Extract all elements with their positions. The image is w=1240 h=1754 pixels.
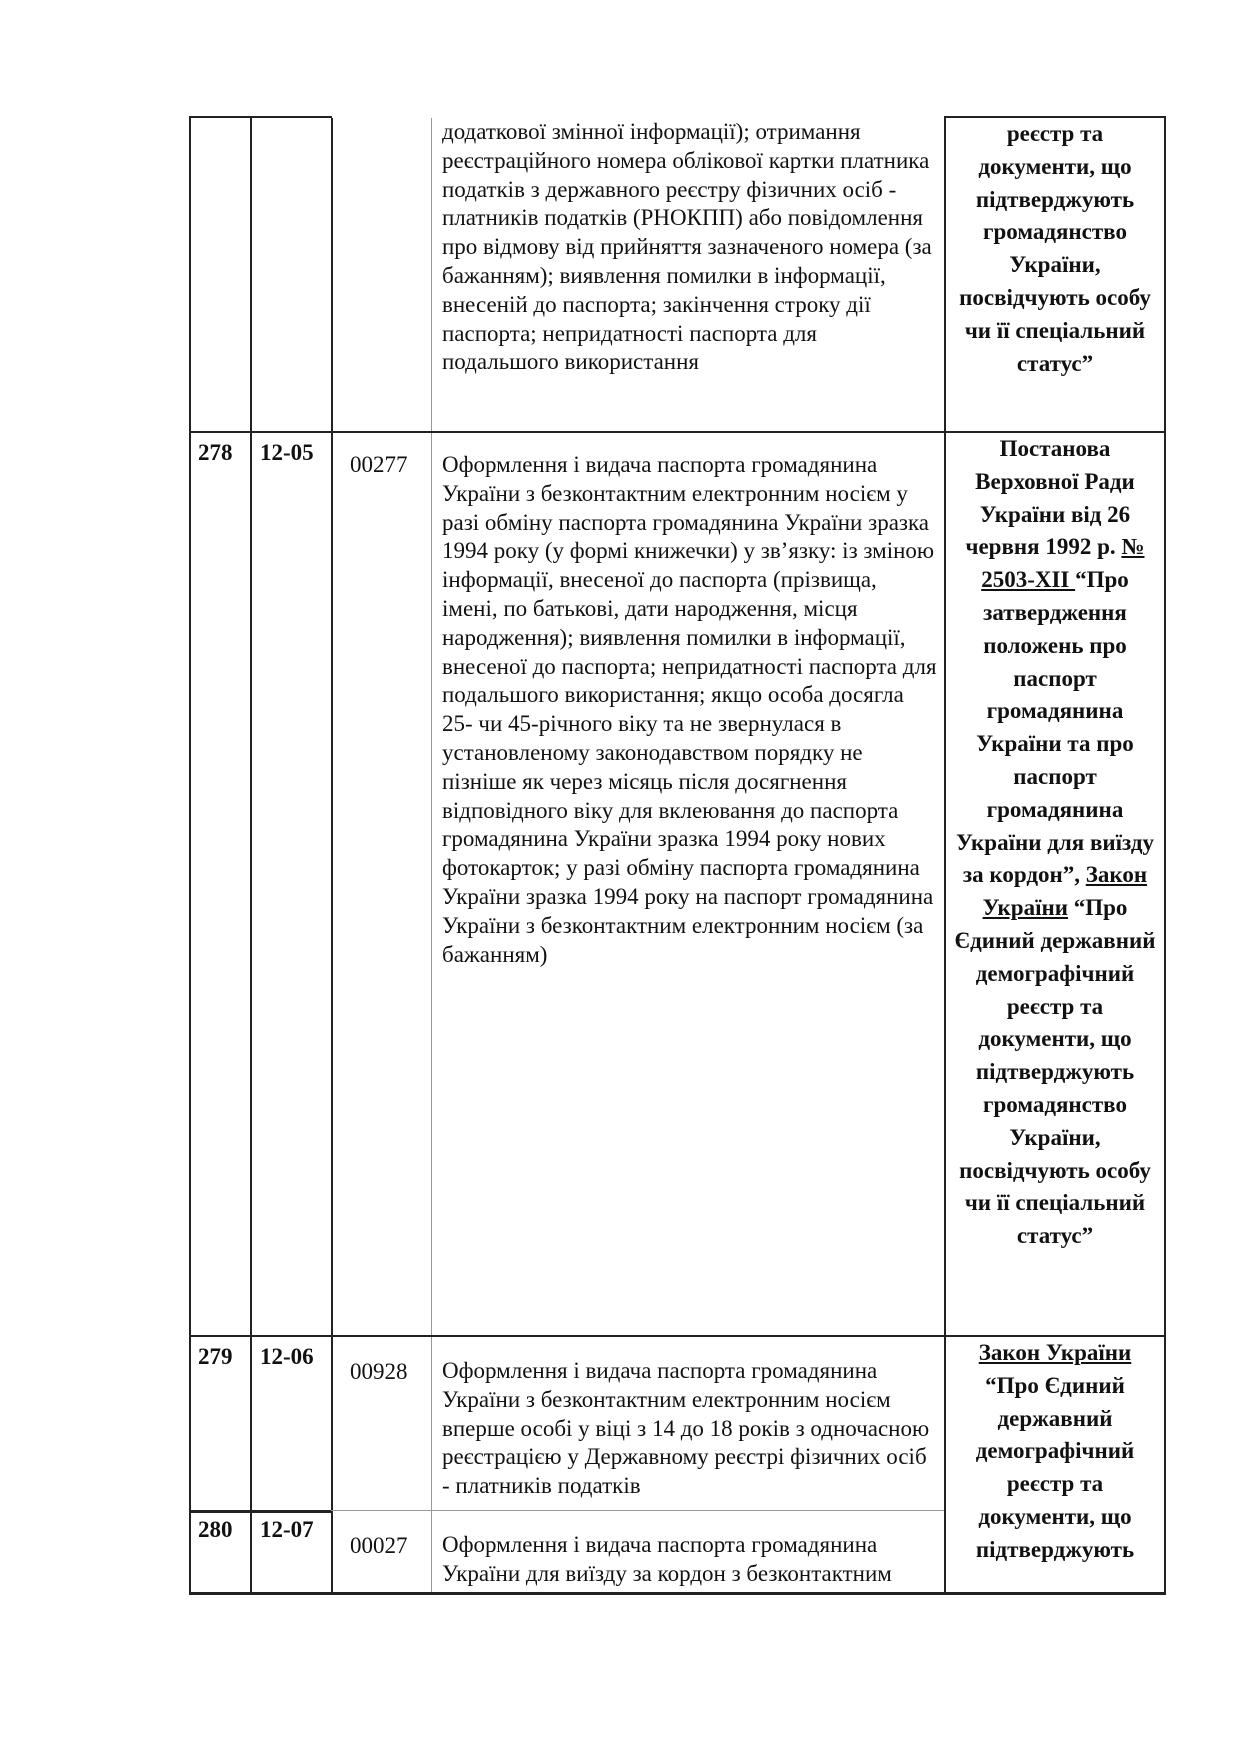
law-link[interactable]: Закон України: [978, 1340, 1132, 1365]
law-2503-link[interactable]: № 2503-XII: [981, 534, 1145, 593]
row-number: 280: [198, 1517, 233, 1542]
row-subcode: 12-05: [260, 440, 314, 465]
table-border-left: [189, 118, 191, 1594]
table-border-bottom: [189, 1592, 1166, 1595]
table-col-divider: [250, 118, 252, 1594]
table-border-top: [189, 116, 332, 118]
legal-basis-text: Постанова Верховної Ради України від 26 червня 1992 р.: [965, 436, 1135, 560]
service-description: Оформлення і видача паспорта громадянина України для виїзду за кордон з безконтактним: [442, 1532, 892, 1586]
row-subcode: 12-06: [260, 1344, 314, 1369]
table-col-divider: [944, 118, 946, 1594]
service-code: 00277: [350, 452, 408, 477]
table-border-right: [1164, 118, 1166, 1594]
service-description: Оформлення і видача паспорта громадянина України з безконтактним електронним носієм у разі обміну паспорта громадянина України зразка 1994 року (у формі книжечки) у зв’язку: із зміною інформації, внесеної до паспорта (прізвища, імені, по батькові, дати народження, місця народження); виявлення помилки в інформації, внесеної до паспорта; непридатності паспорта для подальшого використання; якщо особа досягла 25- чи 45-річного віку та не звернулася в установленому законодавством порядку не пізніше як через місяць після досягнення відповідного віку для вклеювання до паспорта громадянина України зразка 1994 року нових фотокарток; у разі обміну паспорта громадянина України зразка 1994 року на паспорт громадянина України з безконтактним електронним носієм (за бажанням): [442, 452, 937, 967]
legal-basis-text: “Про затвердження положень про паспорт громадянина України та про паспорт громадянина України для виїзду за кордон”,: [956, 567, 1154, 888]
legal-basis-text: “Про Єдиний державний демографічний реєстр та документи, що підтверджують: [975, 1372, 1135, 1562]
service-code: 00027: [350, 1533, 408, 1558]
row-number: 279: [198, 1344, 233, 1369]
row-continued-legal-basis: реєстр та документи, що підтверджують громадянство України, посвідчують особу чи її спеціальний статус”: [959, 121, 1151, 376]
row-divider: [189, 1510, 332, 1513]
table-col-divider: [331, 118, 333, 1594]
row-continued-description: додаткової змінної інформації); отримання реєстраційного номера облікової картки платника податків з державного реєстру фізичних осіб - платників податків (РНОКПП) або повідомлення про відмову від прийняття зазначеного номера (за бажанням); виявлення помилки в інформації, внесеній до паспорта; закінчення строку дії паспорта; непридатності паспорта для подальшого використання: [442, 119, 932, 375]
service-description: Оформлення і видача паспорта громадянина України з безконтактним електронним носієм вперше особі у віці з 14 до 18 років з одночасною реєстрацією у Державному реєстрі фізичних осіб - платників податків: [442, 1358, 930, 1499]
row-divider: [331, 1510, 944, 1511]
row-subcode: 12-07: [260, 1517, 314, 1542]
legal-basis-text: “Про Єдиний державний демографічний реєстр та документи, що підтверджують громадянство України, посвідчують особу чи її спеціальний статус”: [954, 895, 1156, 1249]
table-col-divider: [431, 118, 432, 1594]
row-number: 278: [198, 440, 233, 465]
legal-basis: [950, 1337, 1160, 1567]
law-link[interactable]: Закон України: [982, 862, 1148, 921]
legal-basis: [950, 433, 1160, 1253]
service-code: 00928: [350, 1359, 408, 1384]
